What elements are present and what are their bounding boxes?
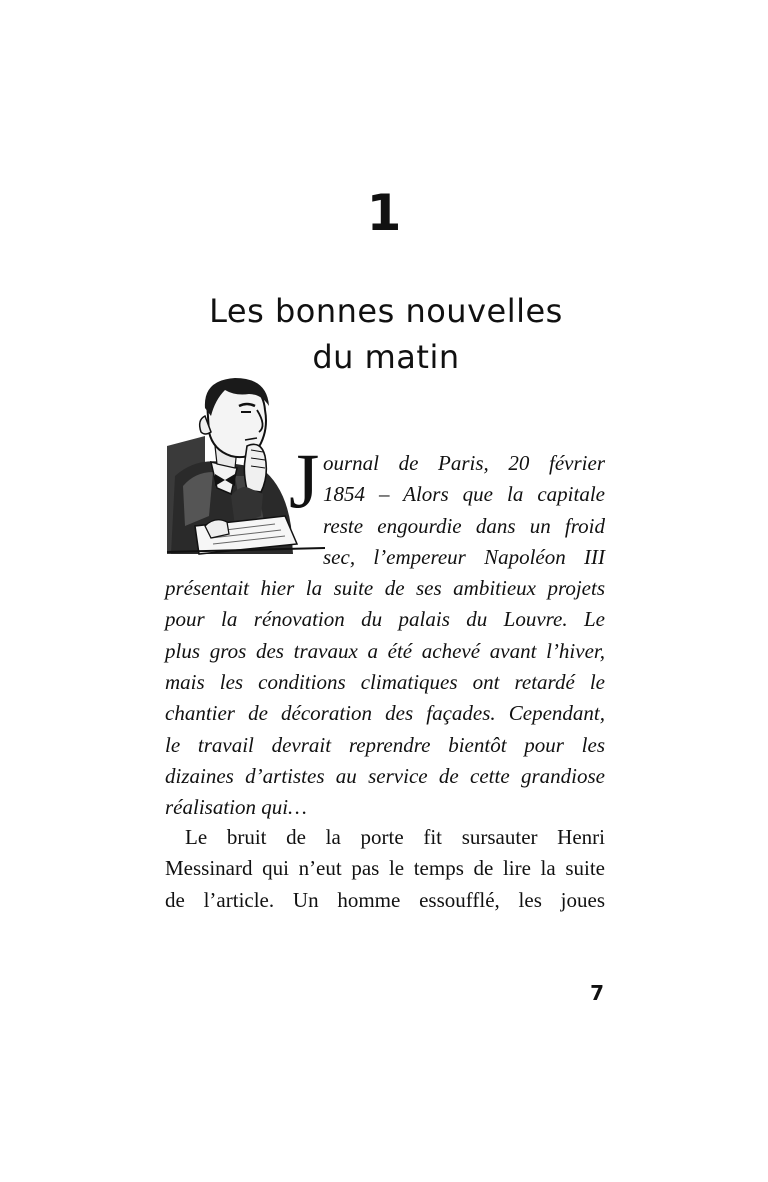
excerpt-line: présentait hier la suite de ses ambitieux projets bbox=[165, 576, 605, 601]
excerpt-line: mais les conditions climatiques ont retardé le bbox=[165, 670, 605, 695]
chapter-title-line-2: du matin bbox=[312, 338, 460, 376]
page-number: 7 bbox=[590, 981, 604, 1005]
chapter-number: 1 bbox=[366, 184, 402, 242]
excerpt-line: dizaines d’artistes au service de cette grandiose bbox=[165, 763, 605, 788]
excerpt-line: reste engourdie dans un froid bbox=[323, 513, 605, 538]
paragraph-line: Le bruit de la porte fit sursauter Henri bbox=[185, 825, 605, 849]
newspaper-excerpt bbox=[165, 437, 605, 824]
excerpt-line: réalisation qui… bbox=[165, 795, 307, 820]
excerpt-indented-lines bbox=[165, 448, 605, 573]
drop-cap: J bbox=[289, 437, 320, 524]
paragraph-line: Messinard qui n’eut pas le temps de lire la suite bbox=[165, 856, 605, 881]
excerpt-line: plus gros des travaux a été achevé avant l’hiver, bbox=[165, 638, 605, 663]
narrative-paragraph bbox=[165, 822, 605, 916]
chapter-title-line-1: Les bonnes nouvelles bbox=[209, 292, 563, 330]
excerpt-line: sec, l’empereur Napoléon III bbox=[323, 544, 605, 569]
chapter-title bbox=[160, 288, 612, 380]
paragraph-line: de l’article. Un homme essoufflé, les joues bbox=[165, 887, 605, 912]
excerpt-line: 1854 – Alors que la capitale bbox=[323, 482, 605, 507]
excerpt-line: ournal de Paris, 20 février bbox=[323, 451, 605, 475]
excerpt-line: le travail devrait reprendre bientôt pour les bbox=[165, 732, 605, 757]
excerpt-line: chantier de décoration des façades. Cependant, bbox=[165, 701, 605, 726]
excerpt-line: pour la rénovation du palais du Louvre. Le bbox=[165, 607, 605, 632]
